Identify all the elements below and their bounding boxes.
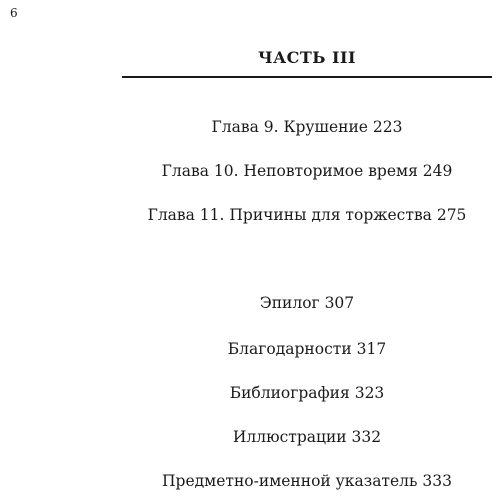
toc-entry-chapter-10: Глава 10. Неповторимое время 249 bbox=[161, 162, 453, 180]
page-number: 6 bbox=[10, 6, 18, 20]
toc-entry-chapter-11: Глава 11. Причины для торжества 275 bbox=[147, 206, 467, 224]
toc-entry-illustrations: Иллюстрации 332 bbox=[232, 428, 382, 446]
toc-entry-acknowledgements: Благодарности 317 bbox=[227, 340, 387, 358]
part-title: ЧАСТЬ III bbox=[257, 48, 356, 67]
table-of-contents bbox=[122, 0, 492, 500]
toc-entry-index: Предметно-именной указатель 333 bbox=[162, 472, 452, 490]
toc-entry-bibliography: Библиография 323 bbox=[229, 384, 385, 402]
toc-entry-chapter-9: Глава 9. Крушение 223 bbox=[211, 118, 403, 136]
toc-entry-epilogue: Эпилог 307 bbox=[259, 294, 355, 312]
